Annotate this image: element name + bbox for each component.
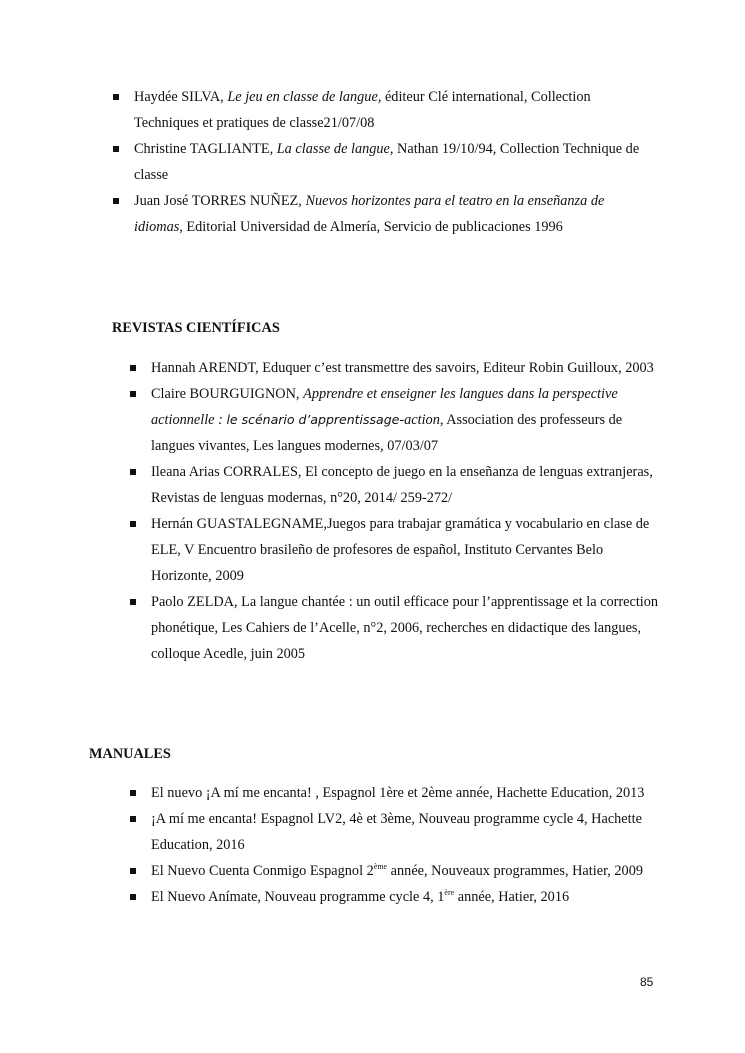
list-item: ¡A mí me encanta! Espagnol LV2, 4è et 3ème, Nouveau programme cycle 4, Hachette Education, 2016 — [151, 806, 661, 858]
square-bullet-icon — [113, 198, 119, 204]
square-bullet-icon — [130, 521, 136, 527]
square-bullet-icon — [113, 146, 119, 152]
work-title-suffix: -action — [399, 412, 440, 428]
square-bullet-icon — [130, 790, 136, 796]
author: Claire BOURGUIGNON, — [151, 386, 304, 402]
list-item — [134, 136, 654, 188]
list-item — [151, 381, 661, 459]
work-title: La classe de langue — [276, 141, 390, 157]
publication-details: , Nathan 19/10/94, Collection Technique de classe — [134, 141, 640, 183]
work-title: Apprendre et enseigner les langues dans la perspective actionnelle : — [151, 386, 618, 428]
list-item: El nuevo ¡A mí me encanta! , Espagnol 1ère et 2ème année, Hachette Education, 2013 — [151, 780, 661, 806]
square-bullet-icon — [130, 816, 136, 822]
revistas-list — [151, 355, 661, 667]
author: Haydée SILVA, — [134, 89, 228, 105]
section-heading-revistas: REVISTAS CIENTÍFICAS — [112, 320, 280, 336]
author: Juan José TORRES NUÑEZ, — [134, 193, 306, 209]
square-bullet-icon — [130, 469, 136, 475]
list-item: Hannah ARENDT, Eduquer c’est transmettre des savoirs, Editeur Robin Guilloux, 2003 — [151, 355, 661, 381]
work-title: Nuevos horizontes para el teatro en la enseñanza de idiomas — [134, 193, 605, 235]
page-number: 85 — [640, 975, 654, 989]
list-item: El Nuevo Cuenta Conmigo Espagnol 2ème année, Nouveaux programmes, Hatier, 2009 — [151, 858, 661, 884]
square-bullet-icon — [130, 599, 136, 605]
square-bullet-icon — [113, 94, 119, 100]
list-item: Ileana Arias CORRALES, El concepto de juego en la enseñanza de lenguas extranjeras, Revistas de lenguas modernas, n°20, 2014/ 259-272/ — [151, 459, 661, 511]
square-bullet-icon — [130, 391, 136, 397]
list-item — [134, 188, 654, 240]
publication-details: , Editorial Universidad de Almería, Servicio de publicaciones 1996 — [179, 219, 563, 235]
work-title-script-part: le scénario d’apprentissage — [226, 412, 400, 427]
list-item: Paolo ZELDA, La langue chantée : un outil efficace pour l’apprentissage et la correction phonétique, Les Cahiers de l’Acelle, n°2, 2006, recherches en didactique des langues, colloque Acedle, juin 2005 — [151, 589, 661, 667]
ordinal-superscript: ème — [373, 862, 388, 871]
manuales-list — [151, 780, 661, 910]
square-bullet-icon — [130, 894, 136, 900]
square-bullet-icon — [130, 365, 136, 371]
bibliography-books-list — [134, 84, 654, 240]
publication-details: , éditeur Clé international, Collection Techniques et pratiques de classe21/07/08 — [134, 89, 591, 131]
list-item — [134, 84, 654, 136]
ordinal-superscript: ère — [444, 888, 455, 897]
section-heading-manuales: MANUALES — [89, 746, 171, 762]
list-item: Hernán GUASTALEGNAME,Juegos para trabajar gramática y vocabulario en clase de ELE, V Encuentro brasileño de profesores de español, Instituto Cervantes Belo Horizonte, 2009 — [151, 511, 661, 589]
square-bullet-icon — [130, 868, 136, 874]
work-title: Le jeu en classe de langue — [227, 89, 378, 105]
list-item: El Nuevo Anímate, Nouveau programme cycle 4, 1ère année, Hatier, 2016 — [151, 884, 661, 910]
author: Christine TAGLIANTE, — [134, 141, 277, 157]
publication-details: , Association des professeurs de langues vivantes, Les langues modernes, 07/03/07 — [151, 412, 623, 454]
